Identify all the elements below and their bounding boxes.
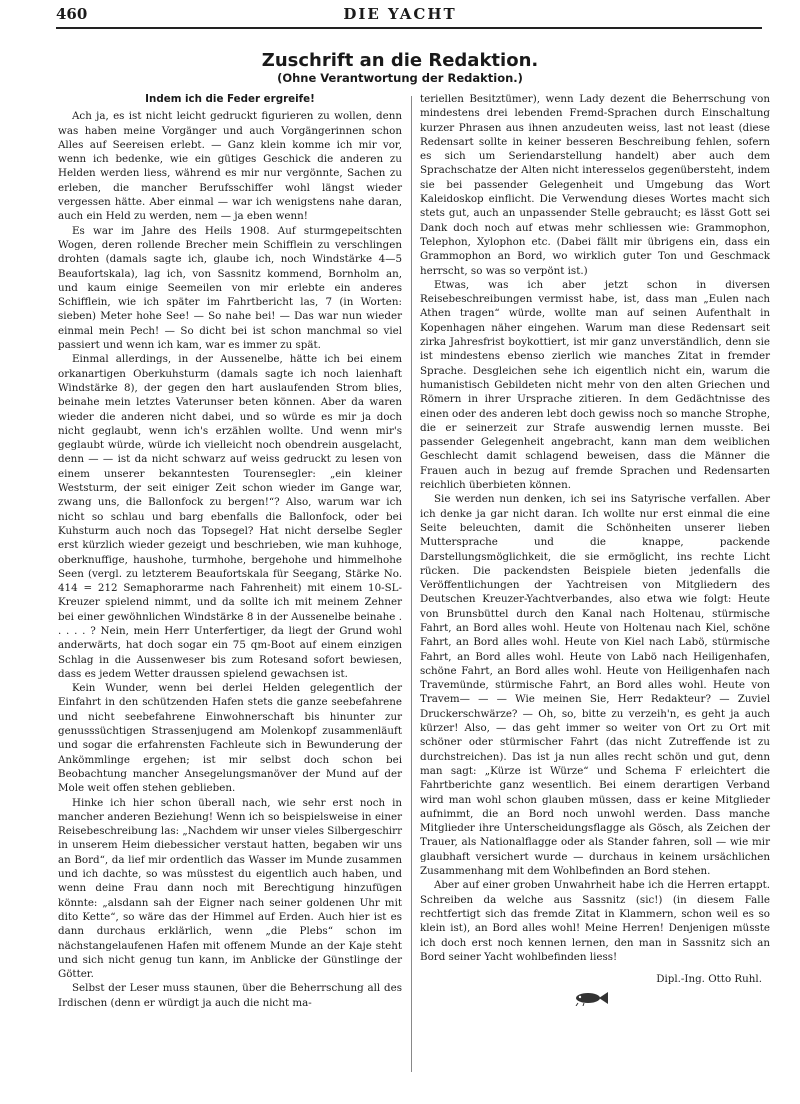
- right-column: [420, 92, 770, 1006]
- left-column: [58, 92, 402, 1010]
- column-divider: [411, 96, 412, 1072]
- paragraph: Hinke ich hier schon überall nach, wie sehr erst noch in mancher anderen Beziehung! Wenn ich so beispielsweise in einer Reisebeschreibung las: „Nachdem wir unser vieles Silbergeschirr in unserem Heim diebessicher verstaut hatten, begaben wir uns an Bord“, da lief mir ordentlich das Wasser im Munde zusammen und ich dachte, so was müsstest du eigentlich auch haben, und wenn deine Frau dann noch mit Berechtigung hinzufügen könnte: „alsdann sah der Eigner nach seiner goldenen Uhr mit dito Kette“, so wäre das der Himmel auf Erden. Auch hier ist es dann durchaus erklärlich, wenn „die Plebs“ schon im nächstangelaufenen Hafen mit offenem Munde an der Kaje steht und sich nicht genug tun kann, im Anblicke der Günstlinge der Götter.: [58, 796, 403, 981]
- fish-ornament-icon: [570, 990, 610, 1006]
- page-number: 460: [56, 5, 88, 23]
- paragraph: Aber auf einer groben Unwahrheit habe ich die Herren ertappt. Schreiben da welche aus Sassnitz (sic!) (in diesem Falle rechtfertigt sich das fremde Zitat in Klammern, schon weil es so klein ist), an Bord alles wohl! Meine Herren! Denjenigen müsste ich doch erst noch kennen lernen, den man in Sassnitz sich an Bord seiner Yacht wohlbefinden liess!: [420, 879, 770, 963]
- paragraph: Kein Wunder, wenn bei derlei Helden gelegentlich der Einfahrt in den schützenden Hafen stets die ganze seebefahrene und nicht seebefahrene Einwohnerschaft bis hinunter zur genusssüchtigen Strassenjugend am Molenkopf zusammenläuft und sogar die erfahrensten Fachleute sich in Bewunderung der Ankömmlinge ergehen; ist mir selbst doch schon bei Beobachtung mancher Ansegelungsmanöver der Mund auf der Mole weit offen stehen geblieben.: [58, 682, 402, 795]
- article-subtitle: (Ohne Verantwortung der Redaktion.): [277, 71, 523, 85]
- paragraph: Etwas, was ich aber jetzt schon in diversen Reisebeschreibungen vermisst habe, ist, dass man „Eulen nach Athen tragen“ würde, wollte man auf seinen Aufenthalt in Kopenhagen näher eingehen. Warum man diese Redensart seit zirka Jahresfrist boykottiert, ist mir ganz unverständlich, denn sie ist mindestens ebenso zierlich wie manches Zitat in fremder Sprache. Desgleichen sehe ich eigentlich nicht ein, warum die humanistisch Gebildeten nicht mehr von den alten Griechen und Römern in ihrer Ursprache zitieren. In dem Gedächtnisse des einen oder des anderen lebt doch gewiss noch so manche Strophe, die er seinerzeit zur Strafe auswendig lernen musste. Bei passender Gelegenheit angebracht, kann man dem weiblichen Geschlecht damit schlagend beweisen, dass die Männer die Frauen auch in bezug auf fremde Sprachen und Redensarten reichlich überbieten können.: [420, 278, 770, 492]
- header-rule: [56, 27, 762, 29]
- running-head: DIE YACHT: [343, 5, 457, 23]
- paragraph: Selbst der Leser muss staunen, über die Beherrschung all des Irdischen (denn er würdigt ja auch die nicht ma-: [58, 982, 402, 1009]
- paragraph: teriellen Besitztümer), wenn Lady dezent die Beherrschung von mindestens drei lebenden Fremd-Sprachen durch Einschaltung kurzer Phrasen aus ihnen anzudeuten weiss, last not least (diese Redensart sollte in keiner besseren Beschreibung fehlen, sofern es sich um Seriendarstellung handelt) aber auch dem Sprachschatze der Alten nicht interesselos gegenübersteht, indem sie bei passender Gelegenheit und Umgebung das Wort Kaleidoskop einflicht. Die Verwendung dieses Wortes macht sich stets gut, auch an unpassender Stelle gebraucht; es lässt Gott sei Dank doch noch auf etwas mehr schliessen wie: Grammophon, Telephon, Xylophon etc. (Dabei fällt mir übrigens ein, dass ein Grammophon an Bord, wo wirklich guter Ton und Geschmack herrscht, so was so verpönt ist.): [420, 93, 770, 277]
- section-heading: Indem ich die Feder ergreife!: [145, 93, 315, 105]
- paragraph: Sie werden nun denken, ich sei ins Satyrische verfallen. Aber ich denke ja gar nicht daran. Ich wollte nur erst einmal die eine Seite beleuchten, damit die Schönheiten unserer lieben Muttersprache und die knappe, packende Darstellungsmöglichkeit, die sie ermöglicht, ins rechte Licht rücken. Die packendsten Beispiele bieten jedenfalls die Veröffentlichungen der Yachtreisen von Mitgliedern des Deutschen Kreuzer-Yachtverbandes, also etwa wie folgt: Heute von Brunsbüttel durch den Kanal nach Holtenau, stürmische Fahrt, an Bord alles wohl. Heute von Holtenau nach Kiel, schöne Fahrt, an Bord alles wohl. Heute von Kiel nach Labö, stürmische Fahrt, an Bord alles wohl. Heute von Labö nach Heiligenhafen, schöne Fahrt, an Bord alles wohl. Heute von Heiligenhafen nach Travemünde, stürmische Fahrt, an Bord alles wohl. Heute von Travem— — — Wie meinen Sie, Herr Redakteur? — Zuviel Druckerschwärze? — Oh, so, bitte zu verzeih'n, es geht ja auch kürzer! Also, — das geht immer so weiter von Ort zu Ort mit schöner oder stürmischer Fahrt (das nicht Zutreffende ist zu durchstreichen). Das ist ja nun alles recht schön und gut, denn man sagt: „Kürze ist Würze“ und Schema F erleichtert die Fahrtberichte ganz wesentlich. Bei einem derartigen Verband wird man wohl schon glauben müssen, dass er keine Mitglieder aufnimmt, die an Bord noch unwohl werden. Dass manche Mitglieder ihre Unterscheidungsflagge als Gösch, als Zeichen der Trauer, als Nationalflagge oder als Stander fahren, soll — wie mir glaubhaft versichert wurde — durchaus in keinem ursächlichen Zusammenhang mit dem Wohlbefinden an Bord stehen.: [420, 493, 770, 878]
- article-title: Zuschrift an die Redaktion.: [261, 50, 539, 71]
- paragraph: Es war im Jahre des Heils 1908. Auf sturmgepeitschten Wogen, deren rollende Brecher mein Schifflein zu verschlingen drohten (damals sagte ich, glaube ich, noch Windstärke 4—5 Beaufortskala), lag ich, von Sassnitz kommend, Bornholm an, und kaum einige Seemeilen von mir erlebte ein anderes Schifflein, wie ich später im Fahrtbericht las, 7 (in Worten: sieben) Meter hohe See! — So nahe bei! — Das war nun wieder einmal mein Pech! — So dicht bei ist schon manchmal so viel passiert und wenn ich kam, war es immer zu spät.: [58, 224, 402, 352]
- paragraph: Ach ja, es ist nicht leicht gedruckt figurieren zu wollen, denn was haben meine Vorgänger und auch Vorgängerinnen schon Alles auf Seereisen erlebt. — Ganz klein komme ich mir vor, wenn ich bedenke, wie ein gütiges Geschick die anderen zu Helden werden liess, während es mir nur vergönnte, Sachen zu erleben, die mancher Berufsschiffer wohl längst wieder vergessen hätte. Aber einmal — war ich wenigstens nahe daran, auch ein Held zu werden, nem — ja eben wenn!: [58, 110, 402, 223]
- paragraph: Einmal allerdings, in der Aussenelbe, hätte ich bei einem orkanartigen Oberkuhsturm (damals sagte ich noch laienhaft Windstärke 8), der gegen den hart auslaufenden Strom blies, beinahe mein letztes Vaterunser beten können. Aber da waren wieder die anderen nicht dabei, und so würde es mir ja doch nicht geglaubt, wenn ich's erzählen wollte. Und wenn mir's geglaubt würde, würde ich vielleicht noch obendrein ausgelacht, denn — — ist da nicht schwarz auf weiss gedruckt zu lesen von einem unserer bekanntesten Tourensegler: „ein kleiner Weststurm, der seit einiger Zeit schon wieder im Gange war, zwang uns, die Ballonfock zu bergen!“? Also, warum war ich nicht so schlau und barg ebenfalls die Ballonfock, oder bei Kuhsturm auch noch das Topsegel? Hat nicht derselbe Segler erst kürzlich wieder gezeigt und beschrieben, wie man kuhhoge, oberknuffige, haushohe, turmhohe, bergehohe und himmelhohe Seen (vergl. zu letzterem Beaufortskala für Seegang, Stärke No. 414 = 212 Semaphorarme nach Fahrenheit) mit einem 10-SL-Kreuzer spielend nimmt, und da sollte ich mit meinem Zehner bei einer gewöhnlichen Windstärke 8 in der Aussenelbe beinahe . . . . . ? Nein, mein Herr Unterfertiger, da liegt der Grund wohl anderwärts, hat doch sogar ein 75 qm-Boot auf einem einzigen Schlag in die Aussenweser bis zum Rotesand sofort bewiesen, dass es jedem Wetter draussen spielend gewachsen ist.: [58, 353, 402, 680]
- author-signature: Dipl.-Ing. Otto Ruhl.: [656, 973, 762, 986]
